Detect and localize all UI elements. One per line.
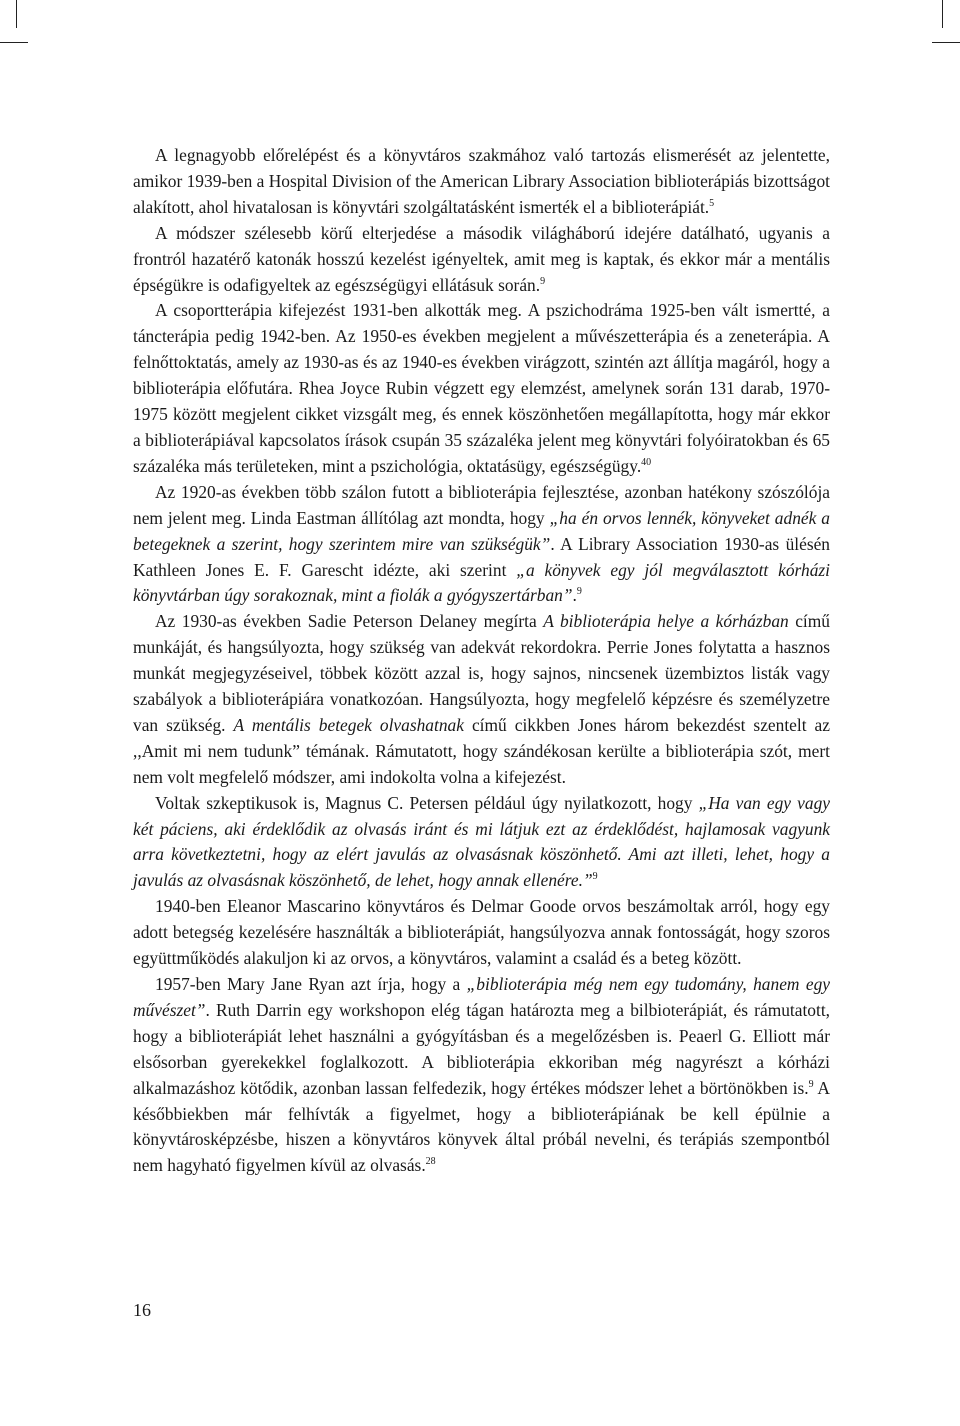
paragraph-text: . Ruth Darrin egy workshopon elég tágan határozta meg a bilbioterápiát, és rámutatott, hogy a biblioterápiát lehet használni a gyógyításban és a megelőzésben is. Peaerl G. Elliott már elsősorban gyerekekkel foglalkozott. A biblioterápia ekkoriban még nagyrészt a kórházi alkalmazáshoz kötődik, azonban lassan felfedezik, hogy értékes módszer lehet a börtönökben is.: [133, 999, 830, 1098]
paragraph: [133, 298, 830, 479]
paragraph-text: 1957-ben Mary Jane Ryan azt írja, hogy a: [155, 974, 467, 994]
quote-italic: „a könyvek egy jól megválasztott kórházi könyvtárban úgy sorakoznak, mint a fiolák a gyógyszertárban”: [133, 559, 830, 606]
paragraph: [133, 972, 830, 1179]
quote-italic: „ha én orvos lennék, könyveket adnék a betegeknek a szerint, hogy szerintem mire van szükségük”: [133, 507, 830, 554]
footnote-ref: 9: [592, 871, 598, 883]
footnote-ref: 9: [576, 586, 582, 598]
quote-italic: „Ha van egy vagy két páciens, aki érdeklődik az olvasás iránt és mi látjuk ezt az érdeklődést, hajlamosak vagyunk arra következtetni, hogy az elért javulás az olvasásnak köszönhető. Ami azt illeti, lehet, hogy a javulás az olvasásnak köszönhető, de lehet, hogy annak ellenére.”: [133, 792, 830, 891]
page-number: 16: [133, 1300, 151, 1320]
paragraph-text: című cikkben Jones három bekezdést szentelt az ,,Amit mi nem tudunk” témának. Rámutatott, hogy szándékosan kerülte a biblioterápia szót, mert nem volt megfelelő módszer, ami indokolta volna a kifejezést.: [133, 714, 830, 787]
paragraph-text: A csoportterápia kifejezést 1931-ben alkották meg. A pszichodráma 1925-ben vált ismertté, a táncterápia pedig 1942-ben. Az 1950-es években megjelent a művészetterápia és a zeneterápia. A felnőttoktatás, amely az 1930-as és az 1940-es években virágzott, szintén azt állítja magáról, hogy a biblioterápia előfutára. Rhea Joyce Rubin végzett egy elemzést, amelynek során 131 darab, 1970-1975 között megjelent cikket vizsgált meg, és ennek köszönhetően megállapította, hogy már ekkor a biblioterápiával kapcsolatos írások csupán 35 százaléka jelent meg könyvtári folyóiratokban és 65 százaléka más területeken, mint a pszichológia, oktatásügy, egészségügy.: [133, 300, 830, 476]
paragraph: [133, 609, 830, 790]
paragraph-text: Az 1920-as években több szálon futott a biblioterápia fejlesztése, azonban hatékony szószólója nem jelent meg. Linda Eastman állítólag azt mondta, hogy: [133, 481, 830, 528]
paragraph: [133, 143, 830, 221]
paragraph-text: A módszer szélesebb körű elterjedése a második világháború idejére datálható, ugyanis a frontról hazatérő katonák hosszú kezelést igényeltek, amit meg is kaptak, és ekkor már a mentális épségükre is odafigyeltek az egészségügyi ellátásuk során.: [133, 222, 830, 295]
quote-italic: A biblioterápia helye a kórházban: [543, 611, 789, 632]
footnote-ref: 9: [540, 275, 546, 287]
paragraph-text: 1940-ben Eleanor Mascarino könyvtáros és Delmar Goode orvos beszámoltak arról, hogy egy adott betegség kezelésére használták a biblioterápiát, hangsúlyozva annak fontosságát, hogy szoros együttműködés alakuljon ki az orvos, a könyvtáros, valamint a család és a beteg között.: [133, 896, 830, 969]
crop-mark-top-left: [16, 0, 17, 28]
paragraph-text: . A Library Association 1930-as ülésén Kathleen Jones E. F. Garescht idézte, aki szerint: [133, 533, 830, 580]
paragraph-text: A későbbiekben már felhívták a figyelmet, hogy a biblioterápiának be kell épülnie a könyvtárosképzésbe, hiszen a könyvtáros könyvek által próbál nevelni, és terápiás szempontból nem hagyható figyelmen kívül az olvasás.: [133, 1077, 830, 1176]
body-text: [133, 143, 830, 1179]
crop-mark-top-left-h: [0, 42, 28, 43]
quote-italic: A mentális betegek olvashatnak: [233, 714, 464, 735]
footnote-ref: 5: [709, 197, 715, 209]
footnote-ref: 28: [425, 1156, 436, 1168]
paragraph-text: Voltak szkeptikusok is, Magnus C. Petersen például úgy nyilatkozott, hogy: [155, 792, 699, 813]
paragraph: [133, 791, 830, 895]
crop-mark-top-right: [942, 0, 943, 28]
paragraph: [133, 221, 830, 299]
paragraph-text: A legnagyobb előrelépést és a könyvtáros szakmához való tartozás elismerését az jelentette, amikor 1939-ben a Hospital Division of the American Library Association biblioterápiás bizottságot alakított, ahol hivatalosan is könyvtári szolgáltatásként ismerték el a biblioterápiát.: [133, 145, 830, 217]
footnote-ref: 40: [641, 456, 652, 468]
paragraph: [133, 894, 830, 972]
paragraph-text: Az 1930-as években Sadie Peterson Delaney megírta: [155, 611, 544, 632]
crop-mark-top-right-h: [932, 42, 960, 43]
quote-italic: „biblioterápia még nem egy tudomány, hanem egy művészet”: [133, 974, 830, 1020]
paragraph-text: című munkáját, és hangsúlyozta, hogy szükség van adekvát rekordokra. Perrie Jones folytatta a hasznos munkát megjegyzéseivel, többek között azzal is, hogy sajnos, nincsenek üzembiztos listák vagy szabályok a biblioterápiára vonatkozóan. Hangsúlyozta, hogy megfelelő képzésre és személyzetre van szükség.: [133, 611, 830, 735]
footnote-ref: 9: [808, 1078, 814, 1090]
paragraph-text: .: [572, 585, 577, 606]
paragraph: [133, 480, 830, 610]
